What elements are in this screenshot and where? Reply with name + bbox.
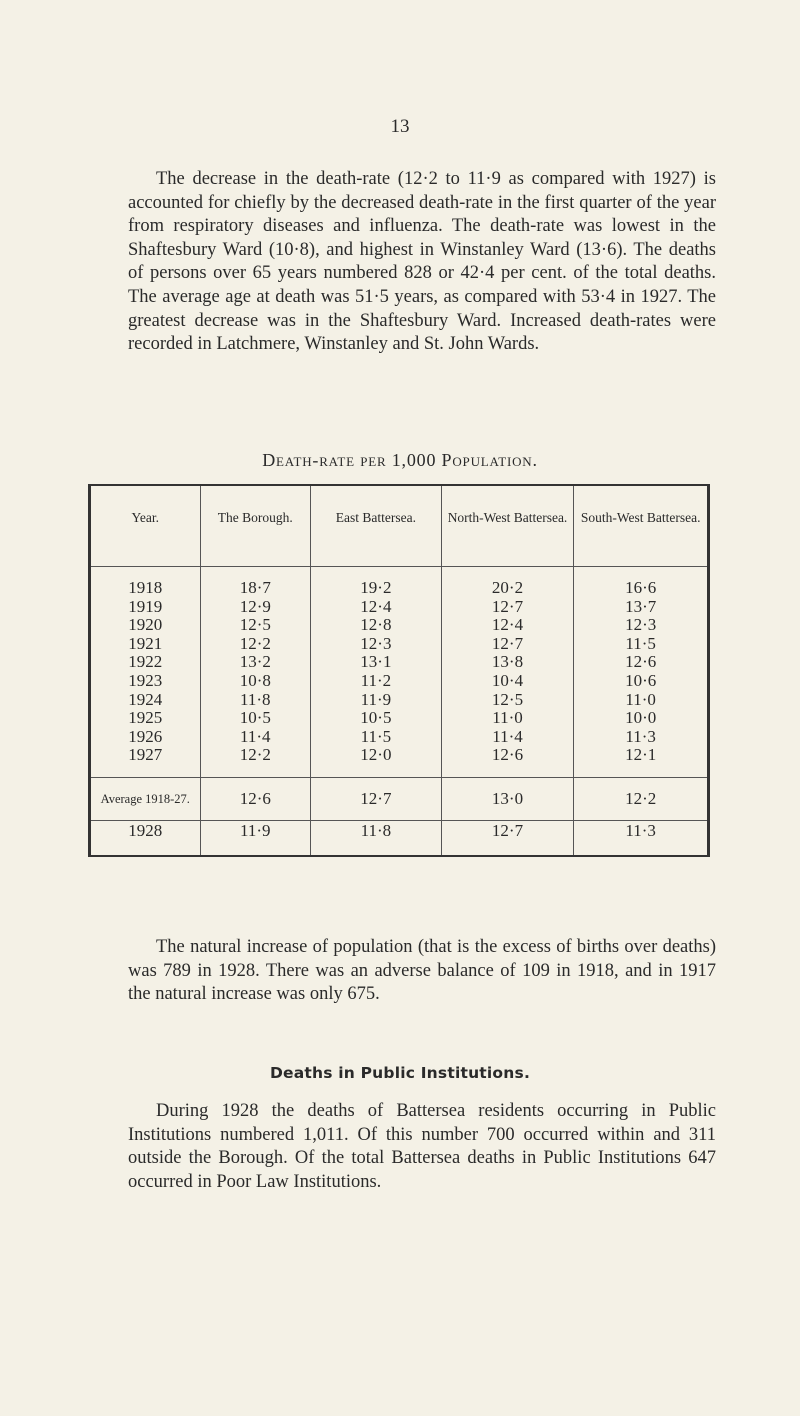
cell-north-west: 10·4 <box>441 672 574 691</box>
cell-average-south-west: 12·2 <box>574 777 709 820</box>
cell-borough: 18·7 <box>200 579 311 598</box>
cell-north-west: 11·0 <box>441 709 574 728</box>
table-row <box>90 579 709 598</box>
cell-year: 1926 <box>128 726 163 746</box>
cell-south-west: 12·6 <box>574 653 709 672</box>
cell-east: 11·2 <box>311 672 442 691</box>
table-title: Death-rate per 1,000 Population. <box>262 450 538 470</box>
table-row <box>90 728 709 747</box>
cell-south-west: 13·7 <box>574 598 709 617</box>
paragraph-public-institutions: During 1928 the deaths of Battersea residents occurring in Public Institutions numbered 1,011. Of this number 700 occurred within and 311 outside the Borough. Of the total Battersea deaths in Public Institutions 647 occurred in Poor Law Institutions. <box>128 1101 716 1192</box>
header-year: Year. <box>90 485 201 567</box>
cell-east: 12·0 <box>311 746 442 765</box>
cell-borough: 10·5 <box>200 709 311 728</box>
cell-north-west: 13·8 <box>441 653 574 672</box>
cell-year: 1925 <box>128 708 163 728</box>
header-south-west-battersea: South-West Battersea. <box>574 485 709 567</box>
cell-year: 1921 <box>128 633 163 653</box>
cell-average-east: 12·7 <box>311 777 442 820</box>
cell-east: 12·4 <box>311 598 442 617</box>
cell-borough: 11·8 <box>200 691 311 710</box>
cell-borough: 11·4 <box>200 728 311 747</box>
cell-borough: 12·2 <box>200 635 311 654</box>
table-row <box>90 598 709 617</box>
cell-1928-borough: 11·9 <box>200 820 311 856</box>
paragraph-death-rate-decrease: The decrease in the death-rate (12·2 to 11·9 as compared with 1927) is accounted for chiefly by the decreased death-rate in the first quarter of the year from respiratory diseases and influenza. The death-rate was lowest in the Shaftesbury Ward (10·8), and highest in Winstanley Ward (13·6). The deaths of persons over 65 years numbered 828 or 42·4 per cent. of the total deaths. The average age at death was 51·5 years, as compared with 53·4 in 1927. The greatest decrease was in the Shaftesbury Ward. Increased death-rates were recorded in Latchmere, Winstanley and St. John Wards. <box>128 169 716 355</box>
cell-year: 1923 <box>128 670 163 690</box>
cell-north-west: 12·7 <box>441 635 574 654</box>
cell-east: 10·5 <box>311 709 442 728</box>
cell-north-west: 12·6 <box>441 746 574 765</box>
cell-1928-north-west: 12·7 <box>441 820 574 856</box>
cell-south-west: 12·3 <box>574 616 709 635</box>
cell-south-west: 10·6 <box>574 672 709 691</box>
cell-year: 1919 <box>128 596 163 616</box>
cell-borough: 12·2 <box>200 746 311 765</box>
table-row <box>90 653 709 672</box>
table-row <box>90 635 709 654</box>
cell-borough: 13·2 <box>200 653 311 672</box>
cell-average-label: Average 1918-27. <box>90 777 201 820</box>
table-row-1928 <box>90 820 709 856</box>
cell-south-west: 10·0 <box>574 709 709 728</box>
cell-east: 11·9 <box>311 691 442 710</box>
cell-1928-year: 1928 <box>128 820 163 840</box>
cell-north-west: 20·2 <box>441 579 574 598</box>
section-heading: Deaths in Public Institutions. <box>269 1064 531 1082</box>
cell-east: 12·8 <box>311 616 442 635</box>
cell-east: 19·2 <box>311 579 442 598</box>
table-row-average <box>90 777 709 820</box>
page-number: 13 <box>390 116 410 137</box>
cell-south-west: 11·5 <box>574 635 709 654</box>
cell-borough: 12·5 <box>200 616 311 635</box>
header-borough: The Borough. <box>200 485 311 567</box>
death-rate-table <box>88 484 710 857</box>
cell-south-west: 11·0 <box>574 691 709 710</box>
table-header-row <box>90 485 709 567</box>
header-north-west-battersea: North-West Battersea. <box>441 485 574 567</box>
cell-average-borough: 12·6 <box>200 777 311 820</box>
cell-south-west: 16·6 <box>574 579 709 598</box>
cell-east: 11·5 <box>311 728 442 747</box>
table-row <box>90 616 709 635</box>
cell-north-west: 12·4 <box>441 616 574 635</box>
cell-year: 1918 <box>128 578 163 597</box>
cell-south-west: 12·1 <box>574 746 709 765</box>
cell-1928-east: 11·8 <box>311 820 442 856</box>
cell-year: 1922 <box>128 652 163 672</box>
cell-1928-south-west: 11·3 <box>574 820 709 856</box>
cell-north-west: 11·4 <box>441 728 574 747</box>
cell-borough: 12·9 <box>200 598 311 617</box>
cell-borough: 10·8 <box>200 672 311 691</box>
cell-year: 1920 <box>128 615 163 635</box>
table-row <box>90 709 709 728</box>
cell-east: 12·3 <box>311 635 442 654</box>
cell-year: 1924 <box>128 689 163 709</box>
cell-year: 1927 <box>128 745 163 765</box>
paragraph-natural-increase: The natural increase of population (that is the excess of births over deaths) was 789 in 1928. There was an adverse balance of 109 in 1918, and in 1917 the natural increase was only 675. <box>128 937 716 1005</box>
table-row <box>90 691 709 710</box>
cell-south-west: 11·3 <box>574 728 709 747</box>
table-row <box>90 672 709 691</box>
cell-east: 13·1 <box>311 653 442 672</box>
cell-north-west: 12·5 <box>441 691 574 710</box>
header-east-battersea: East Battersea. <box>311 485 442 567</box>
cell-north-west: 12·7 <box>441 598 574 617</box>
cell-average-north-west: 13·0 <box>441 777 574 820</box>
table-row <box>90 746 709 765</box>
